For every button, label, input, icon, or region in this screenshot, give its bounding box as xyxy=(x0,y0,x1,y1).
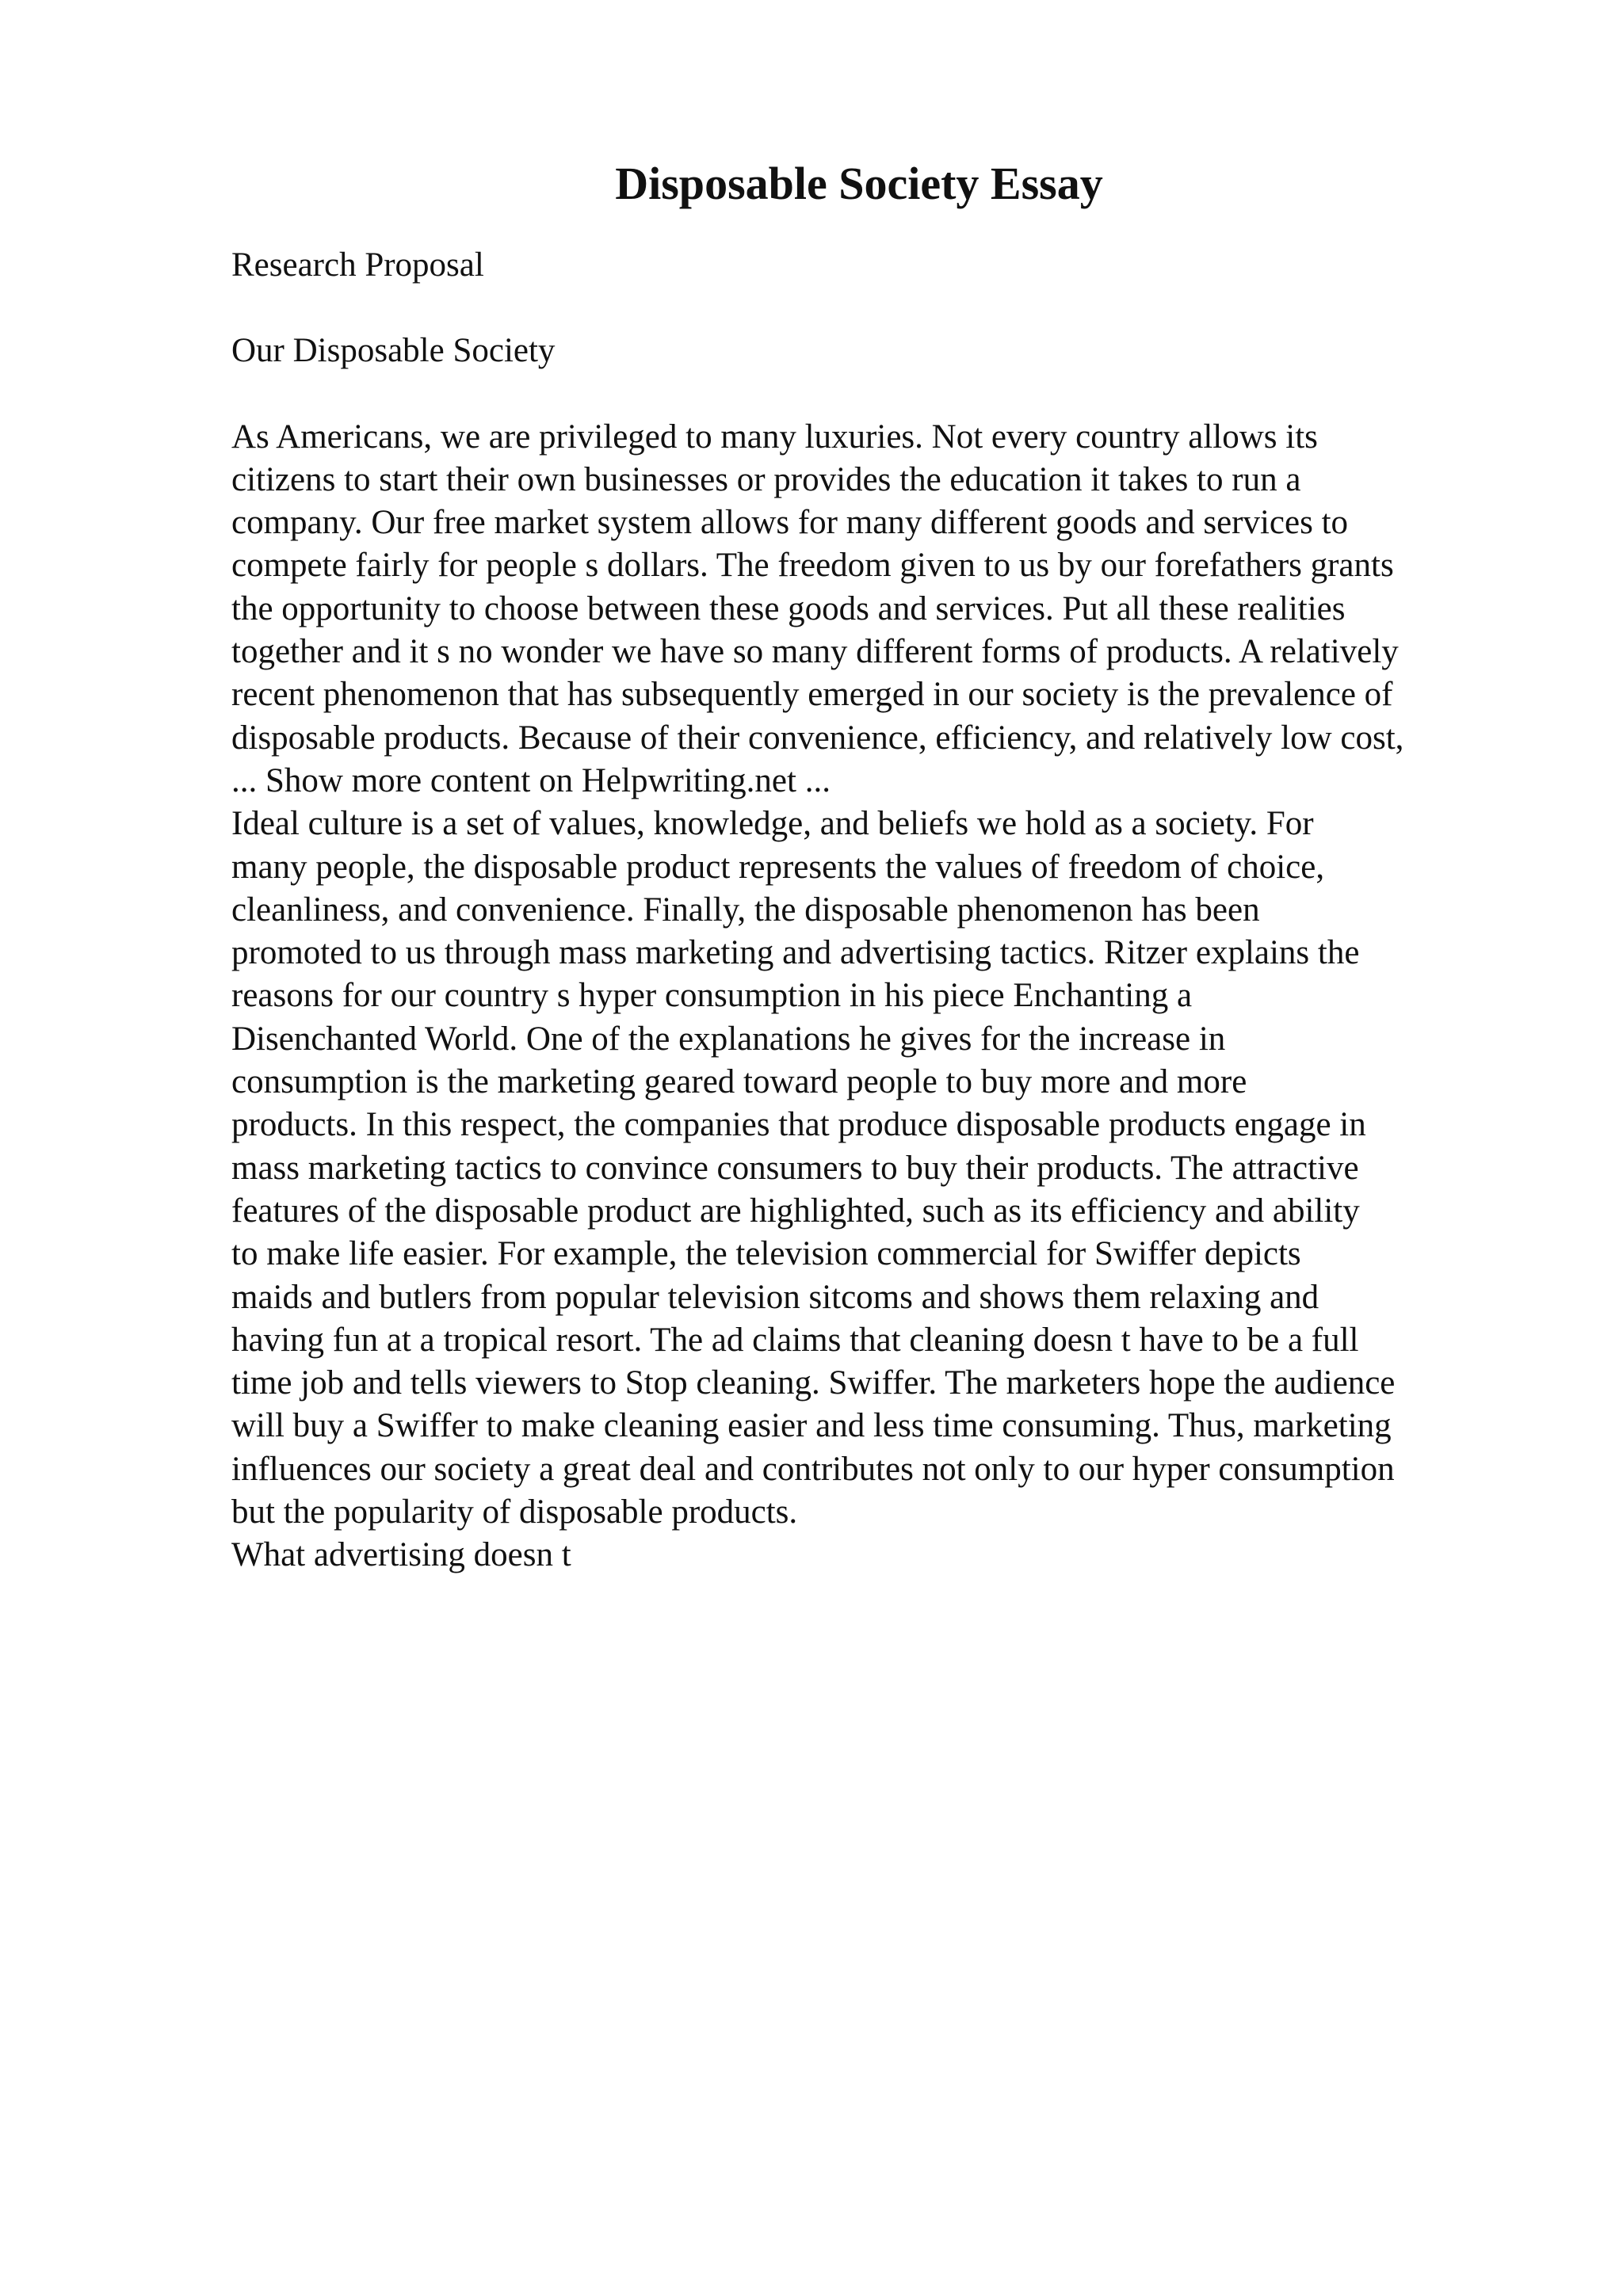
text-line: compete fairly for people s dollars. The freedom given to us by our forefathers grants xyxy=(231,547,1394,585)
text-line: disposable products. Because of their convenience, efficiency, and relatively low cost, xyxy=(231,719,1404,757)
text-line: citizens to start their own businesses or provides the education it takes to run a xyxy=(231,460,1301,498)
text-line: reasons for our country s hyper consumption in his piece Enchanting a xyxy=(231,977,1193,1015)
text-line: cleanliness, and convenience. Finally, the disposable phenomenon has been xyxy=(231,891,1260,929)
text-line: together and it s no wonder we have so many different forms of products. A relatively xyxy=(231,633,1399,671)
document-body xyxy=(231,244,1531,1577)
text-line: to make life easier. For example, the television commercial for Swiffer depicts xyxy=(231,1235,1301,1273)
text-line: recent phenomenon that has subsequently emerged in our society is the prevalence of xyxy=(231,676,1393,714)
text-line: many people, the disposable product represents the values of freedom of choice, xyxy=(231,848,1325,886)
paragraph-advertising: What advertising doesn t xyxy=(231,1536,571,1574)
text-line: maids and butlers from popular television sitcoms and shows them relaxing and xyxy=(231,1278,1319,1316)
text-line: consumption is the marketing geared toward people to buy more and more xyxy=(231,1063,1247,1101)
text-line: time job and tells viewers to Stop cleaning. Swiffer. The marketers hope the audience xyxy=(231,1364,1396,1402)
paragraph-intro xyxy=(231,416,1531,760)
document-title: Disposable Society Essay xyxy=(615,158,1103,209)
heading-research-proposal: Research Proposal xyxy=(231,246,484,284)
text-line: will buy a Swiffer to make cleaning easier and less time consuming. Thus, marketing xyxy=(231,1407,1392,1445)
text-line: mass marketing tactics to convince consumers to buy their products. The attractive xyxy=(231,1149,1359,1187)
text-line: Disenchanted World. One of the explanations he gives for the increase in xyxy=(231,1020,1226,1058)
text-line: products. In this respect, the companies that produce disposable products engage in xyxy=(231,1106,1366,1144)
paragraph-ideal-culture xyxy=(231,803,1531,1534)
show-more-link[interactable]: ... Show more content on Helpwriting.net ... xyxy=(231,761,831,799)
heading-our-disposable-society: Our Disposable Society xyxy=(231,332,556,370)
text-line: the opportunity to choose between these goods and services. Put all these realities xyxy=(231,589,1346,627)
text-line: influences our society a great deal and contributes not only to our hyper consumption xyxy=(231,1450,1395,1488)
text-line: promoted to us through mass marketing and advertising tactics. Ritzer explains the xyxy=(231,934,1360,972)
text-line: but the popularity of disposable products. xyxy=(231,1493,798,1531)
text-line: features of the disposable product are highlighted, such as its efficiency and ability xyxy=(231,1192,1360,1230)
text-line: having fun at a tropical resort. The ad claims that cleaning doesn t have to be a full xyxy=(231,1321,1359,1359)
text-line: Ideal culture is a set of values, knowledge, and beliefs we hold as a society. For xyxy=(231,805,1314,843)
text-line: company. Our free market system allows for many different goods and services to xyxy=(231,504,1349,542)
text-line: As Americans, we are privileged to many luxuries. Not every country allows its xyxy=(231,418,1318,456)
